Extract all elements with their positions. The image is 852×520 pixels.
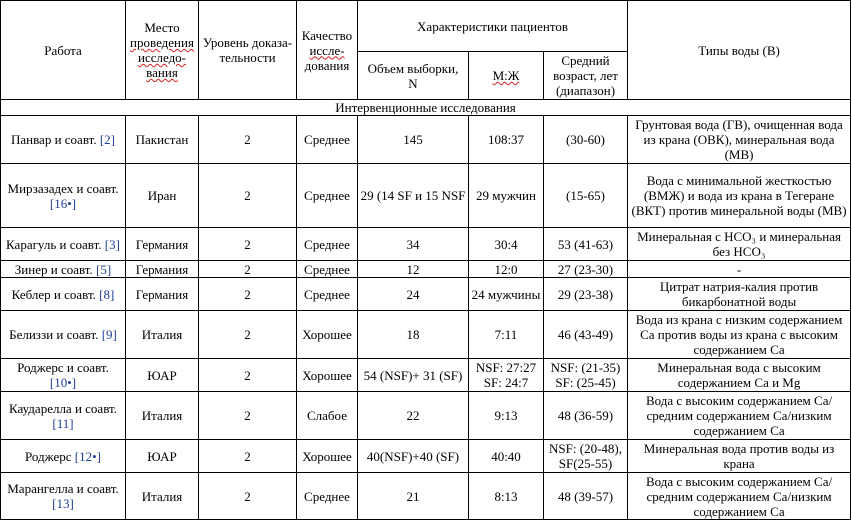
cell-age: 46 (43-49) bbox=[544, 311, 628, 359]
cell-sample: 145 bbox=[358, 116, 469, 164]
cell-water: Вода с минимальной жесткостью (ВМЖ) и вода из крана в Тегеране (ВКТ) против минеральной воды (МВ) bbox=[628, 164, 851, 228]
cell-country: ЮАР bbox=[126, 440, 199, 473]
cell-author: Марангелла и соавт. [13] bbox=[1, 473, 126, 520]
table-row bbox=[1, 261, 851, 278]
cell-level: 2 bbox=[199, 392, 297, 440]
header-sample-size: Объем выборки, N bbox=[358, 52, 469, 100]
reference-link: [9] bbox=[101, 327, 117, 342]
cell-sample: 21 bbox=[358, 473, 469, 520]
cell-ratio: NSF: 27:27 SF: 24:7 bbox=[469, 359, 544, 392]
header-place: Место проведения исследо- вания bbox=[126, 1, 199, 100]
cell-country: Германия bbox=[126, 278, 199, 311]
cell-level: 2 bbox=[199, 473, 297, 520]
cell-sample: 34 bbox=[358, 228, 469, 261]
cell-sample: 18 bbox=[358, 311, 469, 359]
cell-level: 2 bbox=[199, 278, 297, 311]
reference-link: [11] bbox=[52, 415, 74, 431]
cell-country: Италия bbox=[126, 311, 199, 359]
cell-sample: 29 (14 SF и 15 NSF bbox=[358, 164, 469, 228]
cell-water: Вода из крана с низким содержанием Са против воды из крана с высоким содержанием Са bbox=[628, 311, 851, 359]
header-sex-ratio: М:Ж bbox=[469, 52, 544, 100]
cell-quality: Хорошее bbox=[297, 440, 358, 473]
cell-country: Германия bbox=[126, 261, 199, 278]
cell-author: Панвар и соавт. [2] bbox=[1, 116, 126, 164]
cell-author: Белиззи и соавт. [9] bbox=[1, 311, 126, 359]
cell-age: 53 (41-63) bbox=[544, 228, 628, 261]
table-row bbox=[1, 228, 851, 261]
table-row bbox=[1, 359, 851, 392]
cell-quality: Слабое bbox=[297, 392, 358, 440]
cell-water: Грунтовая вода (ГВ), очищенная вода из крана (ОВК), минеральная вода (МВ) bbox=[628, 116, 851, 164]
cell-sample: 22 bbox=[358, 392, 469, 440]
cell-water: Минеральная вода с высоким содержанием Са и Mg bbox=[628, 359, 851, 392]
cell-country: ЮАР bbox=[126, 359, 199, 392]
cell-country: Италия bbox=[126, 473, 199, 520]
cell-water: Минеральная вода против воды из крана bbox=[628, 440, 851, 473]
cell-author: Роджерс и соавт. [10•] bbox=[1, 359, 126, 392]
header-evidence-level: Уровень доказа- тельности bbox=[199, 1, 297, 100]
cell-water: Минеральная с HCO₃ и минеральная без HCO₃ bbox=[628, 228, 851, 261]
cell-author: Карагуль и соавт. [3] bbox=[1, 228, 126, 261]
reference-link: [8] bbox=[99, 286, 115, 302]
cell-author: Роджерс [12•] bbox=[1, 440, 126, 473]
header-mean-age: Средний возраст, лет (диапазон) bbox=[544, 52, 628, 100]
cell-age: 27 (23-30) bbox=[544, 261, 628, 278]
cell-author: Мирзазадех и соавт. [16•] bbox=[1, 164, 126, 228]
header-water-types: Типы воды (В) bbox=[628, 1, 851, 100]
cell-sample: 12 bbox=[358, 261, 469, 278]
cell-age: NSF: (21-35) SF: (25-45) bbox=[544, 359, 628, 392]
cell-level: 2 bbox=[199, 440, 297, 473]
cell-quality: Среднее bbox=[297, 116, 358, 164]
cell-age: (30-60) bbox=[544, 116, 628, 164]
cell-ratio: 9:13 bbox=[469, 392, 544, 440]
cell-age: NSF: (20-48), SF(25-55) bbox=[544, 440, 628, 473]
cell-water: - bbox=[628, 261, 851, 278]
cell-author: Кеблер и соавт. [8] bbox=[1, 278, 126, 311]
cell-ratio: 12:0 bbox=[469, 261, 544, 278]
cell-ratio: 8:13 bbox=[469, 473, 544, 520]
cell-quality: Хорошее bbox=[297, 311, 358, 359]
cell-country: Иран bbox=[126, 164, 199, 228]
cell-ratio: 108:37 bbox=[469, 116, 544, 164]
cell-level: 2 bbox=[199, 359, 297, 392]
table-row bbox=[1, 116, 851, 164]
cell-quality: Среднее bbox=[297, 278, 358, 311]
cell-sample: 24 bbox=[358, 278, 469, 311]
cell-ratio: 7:11 bbox=[469, 311, 544, 359]
cell-level: 2 bbox=[199, 311, 297, 359]
table-row bbox=[1, 278, 851, 311]
cell-ratio: 24 мужчины bbox=[469, 278, 544, 311]
cell-level: 2 bbox=[199, 228, 297, 261]
table-row bbox=[1, 311, 851, 359]
cell-author: Зинер и соавт. [5] bbox=[1, 261, 126, 278]
cell-sample: 54 (NSF)+ 31 (SF) bbox=[358, 359, 469, 392]
cell-author: Каударелла и соавт. [11] bbox=[1, 392, 126, 440]
section-interventional: Интервенционные исследования bbox=[1, 100, 851, 116]
cell-quality: Среднее bbox=[297, 228, 358, 261]
cell-ratio: 30:4 bbox=[469, 228, 544, 261]
cell-level: 2 bbox=[199, 261, 297, 278]
cell-age: 48 (39-57) bbox=[544, 473, 628, 520]
cell-level: 2 bbox=[199, 116, 297, 164]
reference-link: [16•] bbox=[49, 195, 77, 211]
reference-link: [3] bbox=[104, 236, 120, 252]
table-row bbox=[1, 473, 851, 520]
cell-water: Цитрат натрия-калия против бикарбонатной воды bbox=[628, 278, 851, 311]
cell-water: Вода с высоким содержанием Са/средним содержанием Са/низким содержанием Са bbox=[628, 473, 851, 520]
cell-age: 48 (36-59) bbox=[544, 392, 628, 440]
cell-country: Италия bbox=[126, 392, 199, 440]
header-study-quality: Качество иссле- дования bbox=[297, 1, 358, 100]
table-row bbox=[1, 392, 851, 440]
cell-age: (15-65) bbox=[544, 164, 628, 228]
cell-level: 2 bbox=[199, 164, 297, 228]
reference-link: [2] bbox=[99, 132, 116, 147]
reference-link: [10•] bbox=[49, 375, 77, 390]
cell-country: Германия bbox=[126, 228, 199, 261]
reference-link: [5] bbox=[96, 261, 112, 277]
reference-link: [12•] bbox=[74, 448, 101, 464]
cell-quality: Среднее bbox=[297, 261, 358, 278]
cell-ratio: 40:40 bbox=[469, 440, 544, 473]
cell-quality: Среднее bbox=[297, 473, 358, 520]
cell-quality: Хорошее bbox=[297, 359, 358, 392]
cell-quality: Среднее bbox=[297, 164, 358, 228]
cell-country: Пакистан bbox=[126, 116, 199, 164]
header-patient-characteristics: Характеристики пациентов bbox=[358, 1, 628, 52]
table-row bbox=[1, 164, 851, 228]
header-work: Работа bbox=[1, 1, 126, 100]
cell-water: Вода с высоким содержанием Са/средним содержанием Са/низким содержанием Са bbox=[628, 392, 851, 440]
cell-age: 29 (23-38) bbox=[544, 278, 628, 311]
cell-sample: 40(NSF)+40 (SF) bbox=[358, 440, 469, 473]
cell-ratio: 29 мужчин bbox=[469, 164, 544, 228]
table-row bbox=[1, 440, 851, 473]
reference-link: [13] bbox=[52, 496, 74, 511]
